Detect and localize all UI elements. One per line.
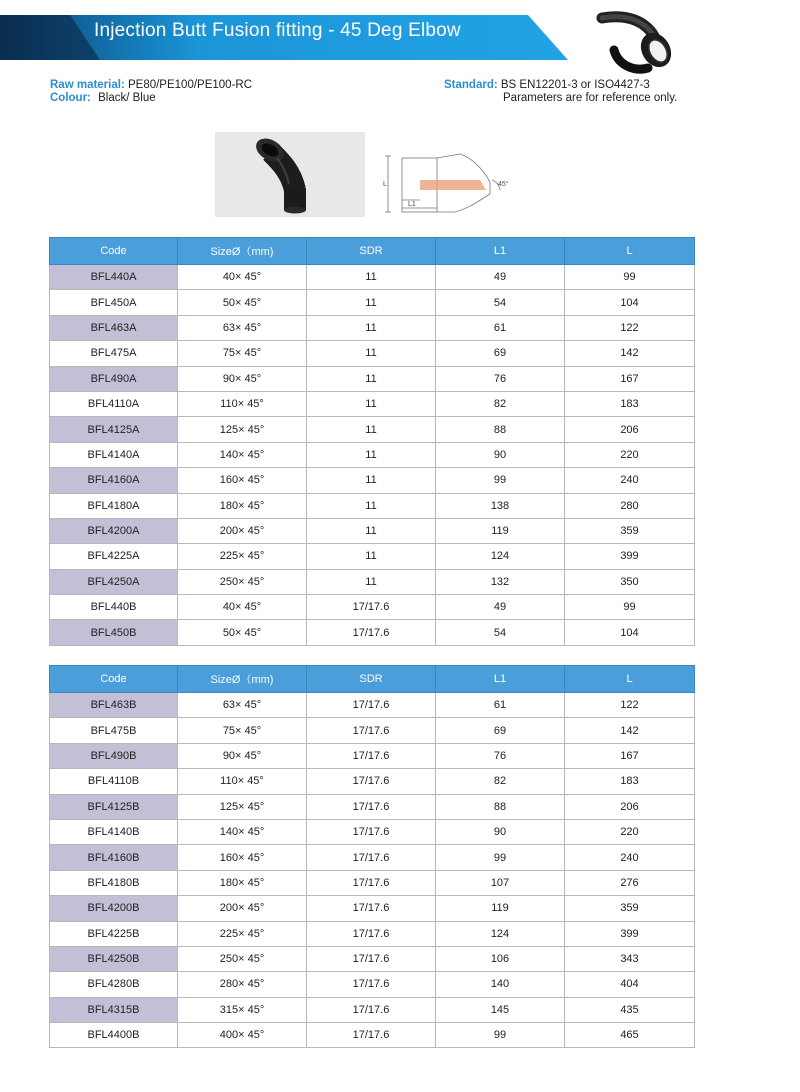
size-cell: 140× 45°	[178, 819, 307, 844]
l1-cell: 90	[436, 819, 565, 844]
size-cell: 40× 45°	[178, 265, 307, 290]
sdr-cell: 11	[307, 518, 436, 543]
table-row	[50, 265, 695, 290]
table-row	[50, 870, 695, 895]
size-cell: 225× 45°	[178, 544, 307, 569]
code-cell: BFL4125A	[50, 417, 178, 442]
size-cell: 40× 45°	[178, 595, 307, 620]
size-cell: 250× 45°	[178, 946, 307, 971]
col-header-l: L	[565, 666, 695, 693]
technical-drawing	[380, 150, 530, 218]
table-row	[50, 493, 695, 518]
sdr-cell: 11	[307, 290, 436, 315]
reference-note: Parameters are for reference only.	[503, 92, 678, 104]
col-header-sdr: SDR	[307, 666, 436, 693]
sdr-cell: 17/17.6	[307, 819, 436, 844]
table-row	[50, 946, 695, 971]
code-cell: BFL475A	[50, 341, 178, 366]
colour-label: Colour:	[50, 92, 91, 104]
size-cell: 75× 45°	[178, 718, 307, 743]
size-cell: 90× 45°	[178, 366, 307, 391]
table-row	[50, 391, 695, 416]
l-cell: 350	[565, 569, 695, 594]
code-cell: BFL4110B	[50, 769, 178, 794]
l-cell: 465	[565, 1023, 695, 1048]
spec-table-a	[49, 237, 695, 646]
col-header-sdr: SDR	[307, 238, 436, 265]
size-cell: 250× 45°	[178, 569, 307, 594]
size-cell: 200× 45°	[178, 518, 307, 543]
l1-cell: 145	[436, 997, 565, 1022]
code-cell: BFL4140B	[50, 819, 178, 844]
l-cell: 359	[565, 518, 695, 543]
l-cell: 122	[565, 315, 695, 340]
drawing-l-label: L	[383, 181, 387, 188]
l1-cell: 138	[436, 493, 565, 518]
sdr-cell: 17/17.6	[307, 896, 436, 921]
code-cell: BFL4400B	[50, 1023, 178, 1048]
sdr-cell: 17/17.6	[307, 693, 436, 718]
table-row	[50, 315, 695, 340]
l-cell: 183	[565, 769, 695, 794]
l1-cell: 119	[436, 896, 565, 921]
table-header-row	[50, 238, 695, 265]
l1-cell: 99	[436, 468, 565, 493]
l1-cell: 82	[436, 391, 565, 416]
code-cell: BFL450B	[50, 620, 178, 645]
sdr-cell: 17/17.6	[307, 870, 436, 895]
code-cell: BFL4250B	[50, 946, 178, 971]
l1-cell: 119	[436, 518, 565, 543]
l-cell: 343	[565, 946, 695, 971]
table-row	[50, 819, 695, 844]
sdr-cell: 17/17.6	[307, 845, 436, 870]
table-row	[50, 290, 695, 315]
size-cell: 180× 45°	[178, 870, 307, 895]
sdr-cell: 17/17.6	[307, 1023, 436, 1048]
code-cell: BFL4225B	[50, 921, 178, 946]
table-row	[50, 972, 695, 997]
l-cell: 399	[565, 921, 695, 946]
l1-cell: 99	[436, 845, 565, 870]
l1-cell: 88	[436, 794, 565, 819]
l1-cell: 132	[436, 569, 565, 594]
table-header-row	[50, 666, 695, 693]
sdr-cell: 11	[307, 341, 436, 366]
col-header-code: Code	[50, 238, 178, 265]
code-cell: BFL4315B	[50, 997, 178, 1022]
standard-label: Standard:	[444, 79, 498, 91]
sdr-cell: 17/17.6	[307, 946, 436, 971]
l1-cell: 49	[436, 595, 565, 620]
l1-cell: 54	[436, 290, 565, 315]
table-row	[50, 595, 695, 620]
drawing-angle-label: 45°	[498, 181, 509, 188]
code-cell: BFL4200B	[50, 896, 178, 921]
l1-cell: 69	[436, 341, 565, 366]
l1-cell: 99	[436, 1023, 565, 1048]
size-cell: 280× 45°	[178, 972, 307, 997]
code-cell: BFL490A	[50, 366, 178, 391]
l-cell: 142	[565, 341, 695, 366]
l1-cell: 49	[436, 265, 565, 290]
size-cell: 50× 45°	[178, 620, 307, 645]
size-cell: 160× 45°	[178, 845, 307, 870]
table-row	[50, 769, 695, 794]
table-row	[50, 743, 695, 768]
size-cell: 63× 45°	[178, 315, 307, 340]
col-header-l: L	[565, 238, 695, 265]
l1-cell: 76	[436, 743, 565, 768]
sdr-cell: 11	[307, 366, 436, 391]
sdr-cell: 11	[307, 544, 436, 569]
table-row	[50, 794, 695, 819]
code-cell: BFL440B	[50, 595, 178, 620]
size-cell: 63× 45°	[178, 693, 307, 718]
sdr-cell: 17/17.6	[307, 997, 436, 1022]
l-cell: 104	[565, 290, 695, 315]
l-cell: 399	[565, 544, 695, 569]
l1-cell: 61	[436, 315, 565, 340]
table-row	[50, 468, 695, 493]
sdr-cell: 17/17.6	[307, 620, 436, 645]
sdr-cell: 11	[307, 468, 436, 493]
code-cell: BFL4225A	[50, 544, 178, 569]
code-cell: BFL4180B	[50, 870, 178, 895]
size-cell: 50× 45°	[178, 290, 307, 315]
l-cell: 359	[565, 896, 695, 921]
l-cell: 220	[565, 819, 695, 844]
code-cell: BFL450A	[50, 290, 178, 315]
sdr-cell: 17/17.6	[307, 769, 436, 794]
size-cell: 400× 45°	[178, 1023, 307, 1048]
l1-cell: 82	[436, 769, 565, 794]
code-cell: BFL4200A	[50, 518, 178, 543]
size-cell: 225× 45°	[178, 921, 307, 946]
colour-value: Black/ Blue	[98, 92, 156, 104]
product-photo	[215, 132, 365, 217]
code-cell: BFL463A	[50, 315, 178, 340]
code-cell: BFL4250A	[50, 569, 178, 594]
table-row	[50, 518, 695, 543]
size-cell: 180× 45°	[178, 493, 307, 518]
l-cell: 167	[565, 743, 695, 768]
col-header-l1: L1	[436, 666, 565, 693]
sdr-cell: 11	[307, 265, 436, 290]
sdr-cell: 17/17.6	[307, 595, 436, 620]
sdr-cell: 11	[307, 391, 436, 416]
sdr-cell: 17/17.6	[307, 794, 436, 819]
code-cell: BFL463B	[50, 693, 178, 718]
l-cell: 99	[565, 595, 695, 620]
standard-line	[444, 78, 650, 92]
table-row	[50, 417, 695, 442]
code-cell: BFL475B	[50, 718, 178, 743]
table-row	[50, 718, 695, 743]
code-cell: BFL440A	[50, 265, 178, 290]
l1-cell: 140	[436, 972, 565, 997]
code-cell: BFL4160A	[50, 468, 178, 493]
code-cell: BFL4110A	[50, 391, 178, 416]
l1-cell: 88	[436, 417, 565, 442]
table-row	[50, 845, 695, 870]
table-row	[50, 544, 695, 569]
table-row	[50, 997, 695, 1022]
table-row	[50, 442, 695, 467]
size-cell: 75× 45°	[178, 341, 307, 366]
elbow-thumbnail-icon	[596, 10, 678, 76]
size-cell: 110× 45°	[178, 391, 307, 416]
l1-cell: 76	[436, 366, 565, 391]
l1-cell: 107	[436, 870, 565, 895]
l1-cell: 124	[436, 544, 565, 569]
spec-table-b	[49, 665, 695, 1048]
sdr-cell: 11	[307, 417, 436, 442]
l1-cell: 124	[436, 921, 565, 946]
l-cell: 99	[565, 265, 695, 290]
sdr-cell: 11	[307, 569, 436, 594]
l-cell: 240	[565, 845, 695, 870]
l-cell: 104	[565, 620, 695, 645]
l-cell: 122	[565, 693, 695, 718]
l1-cell: 69	[436, 718, 565, 743]
size-cell: 90× 45°	[178, 743, 307, 768]
table-row	[50, 569, 695, 594]
raw-material-value: PE80/PE100/PE100-RC	[127, 79, 253, 91]
code-cell: BFL490B	[50, 743, 178, 768]
l1-cell: 54	[436, 620, 565, 645]
sdr-cell: 17/17.6	[307, 972, 436, 997]
table-row	[50, 620, 695, 645]
l1-cell: 90	[436, 442, 565, 467]
table-row	[50, 693, 695, 718]
sdr-cell: 17/17.6	[307, 743, 436, 768]
size-cell: 125× 45°	[178, 417, 307, 442]
sdr-cell: 11	[307, 315, 436, 340]
sdr-cell: 17/17.6	[307, 921, 436, 946]
l-cell: 404	[565, 972, 695, 997]
code-cell: BFL4180A	[50, 493, 178, 518]
l-cell: 167	[565, 366, 695, 391]
size-cell: 125× 45°	[178, 794, 307, 819]
page-title: Injection Butt Fusion fitting - 45 Deg Elbow	[94, 20, 461, 41]
size-cell: 110× 45°	[178, 769, 307, 794]
table-row	[50, 366, 695, 391]
size-cell: 160× 45°	[178, 468, 307, 493]
raw-material-line	[50, 78, 252, 92]
l-cell: 206	[565, 794, 695, 819]
sdr-cell: 17/17.6	[307, 718, 436, 743]
size-cell: 200× 45°	[178, 896, 307, 921]
table-row	[50, 896, 695, 921]
col-header-l1: L1	[436, 238, 565, 265]
l-cell: 220	[565, 442, 695, 467]
l-cell: 240	[565, 468, 695, 493]
l-cell: 183	[565, 391, 695, 416]
drawing-l1-label: L1	[408, 201, 416, 208]
col-header-size: SizeØ（mm)	[178, 666, 307, 693]
table-row	[50, 341, 695, 366]
code-cell: BFL4125B	[50, 794, 178, 819]
l-cell: 142	[565, 718, 695, 743]
l1-cell: 106	[436, 946, 565, 971]
table-row	[50, 1023, 695, 1048]
code-cell: BFL4160B	[50, 845, 178, 870]
size-cell: 140× 45°	[178, 442, 307, 467]
colour-line	[50, 91, 156, 105]
sdr-cell: 11	[307, 493, 436, 518]
l-cell: 206	[565, 417, 695, 442]
col-header-size: SizeØ（mm)	[178, 238, 307, 265]
col-header-code: Code	[50, 666, 178, 693]
l-cell: 280	[565, 493, 695, 518]
sdr-cell: 11	[307, 442, 436, 467]
code-cell: BFL4280B	[50, 972, 178, 997]
code-cell: BFL4140A	[50, 442, 178, 467]
table-row	[50, 921, 695, 946]
l-cell: 435	[565, 997, 695, 1022]
l-cell: 276	[565, 870, 695, 895]
standard-value: BS EN12201-3 or ISO4427-3	[500, 79, 650, 91]
size-cell: 315× 45°	[178, 997, 307, 1022]
l1-cell: 61	[436, 693, 565, 718]
raw-material-label: Raw material:	[50, 79, 125, 91]
